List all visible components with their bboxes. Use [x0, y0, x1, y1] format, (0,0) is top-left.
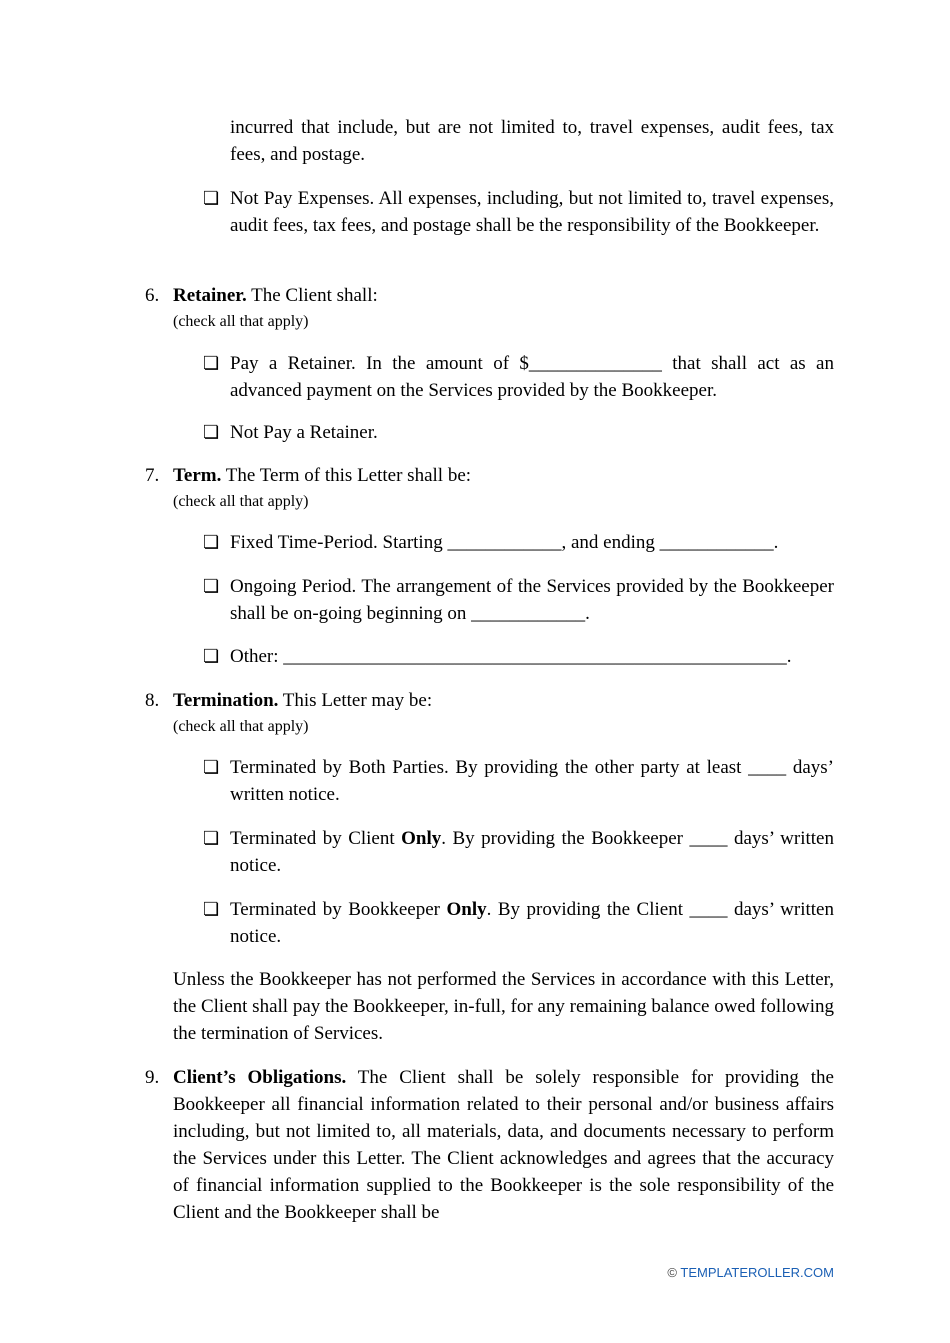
checkbox-icon[interactable]: ❏ [203, 188, 220, 208]
section-term [145, 462, 834, 515]
checkbox-icon[interactable]: ❏ [203, 899, 220, 919]
section-hint: (check all that apply) [173, 718, 309, 735]
section-number: 9. [145, 1067, 160, 1088]
section-title: Term. [173, 465, 222, 486]
copyright-symbol: © [667, 1265, 677, 1280]
section-number: 6. [145, 285, 160, 306]
option-ongoing-period[interactable] [203, 573, 834, 627]
option-text-pre: Terminated by Client [230, 828, 402, 849]
checkbox-icon[interactable]: ❏ [203, 828, 220, 848]
option-text: Not Pay Expenses. All expenses, including, but not limited to, travel expenses, audit fees, tax fees, and postage shall be the responsibility of the Bookkeeper. [230, 188, 834, 236]
site-link[interactable]: TEMPLATEROLLER.COM [680, 1265, 834, 1280]
section-text: The Term of this Letter shall be: [221, 465, 472, 486]
option-not-pay-retainer[interactable] [203, 419, 834, 446]
option-text: Other: _____________________________________________________. [230, 646, 792, 667]
option-fixed-time-period[interactable] [203, 529, 834, 556]
termination-balance-paragraph [173, 966, 834, 1047]
section-text: The Client shall: [246, 285, 378, 306]
section-hint: (check all that apply) [173, 313, 309, 330]
option-text-bold: Only [446, 899, 487, 920]
option-text: Not Pay a Retainer. [230, 422, 378, 443]
option-other[interactable] [203, 643, 834, 670]
checkbox-icon[interactable]: ❏ [203, 576, 220, 596]
option-text: Fixed Time-Period. Starting ____________, and ending ____________. [230, 532, 779, 553]
continued-paragraph [230, 114, 834, 168]
option-text: Ongoing Period. The arrangement of the Services provided by the Bookkeeper shall be on-going beginning on ____________. [230, 576, 834, 624]
continued-text: incurred that include, but are not limited to, travel expenses, audit fees, tax fees, and postage. [230, 117, 834, 165]
section-client-obligations [145, 1064, 834, 1226]
paragraph-text: Unless the Bookkeeper has not performed the Services in accordance with this Letter, the Client shall pay the Bookkeeper, in-full, for any remaining balance owed following the termination of Services. [173, 969, 834, 1044]
section-hint: (check all that apply) [173, 493, 309, 510]
section-number: 7. [145, 465, 160, 486]
option-text: Terminated by Both Parties. By providing the other party at least ____ days’ written notice. [230, 757, 834, 805]
checkbox-icon[interactable]: ❏ [203, 353, 220, 373]
footer-attribution[interactable] [667, 1265, 834, 1281]
option-text-pre: Terminated by Bookkeeper [230, 899, 447, 920]
option-terminated-client-only[interactable] [203, 825, 834, 879]
section-termination [145, 687, 834, 740]
section-title: Retainer. [173, 285, 247, 306]
option-terminated-bookkeeper-only[interactable] [203, 896, 834, 950]
option-text: Pay a Retainer. In the amount of $______________ that shall act as an advanced payment on the Services provided by the Bookkeeper. [230, 353, 834, 401]
option-text-post: . By providing the Client ____ days’ written notice. [230, 899, 834, 947]
option-pay-retainer[interactable] [203, 350, 834, 404]
checkbox-icon[interactable]: ❏ [203, 532, 220, 552]
checkbox-icon[interactable]: ❏ [203, 646, 220, 666]
section-text: The Client shall be solely responsible for providing the Bookkeeper all financial information related to their personal and/or business affairs including, but not limited to, all materials, data, and documents necessary to perform the Services under this Letter. The Client acknowledges and agrees that the accuracy of financial information supplied to the Bookkeeper is the sole responsibility of the Client and the Bookkeeper shall be [173, 1067, 834, 1223]
checkbox-icon[interactable]: ❏ [203, 422, 220, 442]
option-not-pay-expenses[interactable] [203, 185, 834, 239]
option-terminated-both-parties[interactable] [203, 754, 834, 808]
checkbox-icon[interactable]: ❏ [203, 757, 220, 777]
section-text: This Letter may be: [278, 690, 433, 711]
option-text-bold: Only [401, 828, 442, 849]
option-text-post: . By providing the Bookkeeper ____ days’ written notice. [230, 828, 834, 876]
option-text [230, 896, 834, 950]
section-title: Client’s Obligations. [173, 1067, 347, 1088]
section-title: Termination. [173, 690, 279, 711]
section-number: 8. [145, 690, 160, 711]
option-text [230, 825, 834, 879]
section-retainer [145, 282, 834, 335]
